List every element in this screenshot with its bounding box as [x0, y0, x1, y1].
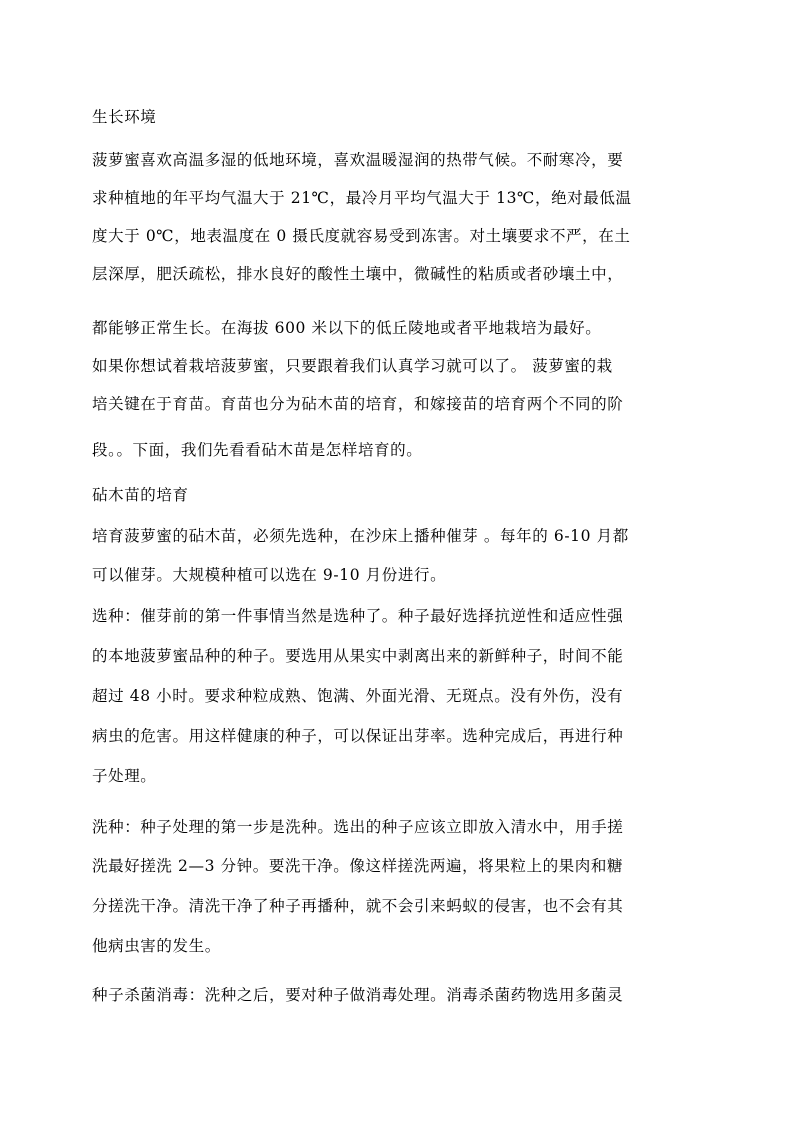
text-line: 培育菠萝蜜的砧木苗，必须先选种，在沙床上播种催芽 。每年的 6-10 月都	[92, 527, 629, 545]
text-line: 菠萝蜜喜欢高温多湿的低地环境，喜欢温暖湿润的热带气候。不耐寒冷，要	[92, 151, 624, 169]
text-line: 层深厚，肥沃疏松，排水良好的酸性土壤中，微碱性的粘质或者砂壤土中，	[92, 265, 624, 283]
text-line: 段。。下面，我们先看看砧木苗是怎样培育的。	[92, 441, 423, 459]
text-line: 的本地菠萝蜜品种的种子。要选用从果实中剥离出来的新鲜种子，时间不能	[92, 647, 624, 665]
text-line: 超过 48 小时。要求种粒成熟、饱满、外面光滑、无斑点。没有外伤，没有	[92, 687, 624, 705]
text-line: 种子杀菌消毒：洗种之后，要对种子做消毒处理。消毒杀菌药物选用多菌灵	[92, 986, 624, 1004]
text-line: 培关键在于育苗。育苗也分为砧木苗的培育，和嫁接苗的培育两个不同的阶	[92, 395, 624, 413]
text-line: 他病虫害的发生。	[92, 937, 221, 955]
text-line: 求种植地的年平均气温大于 21℃，最冷月平均气温大于 13℃，绝对最低温	[92, 189, 632, 207]
section-heading-growth-environment: 生长环境	[92, 108, 157, 126]
text-line: 如果你想试着栽培菠萝蜜，只要跟着我们认真学习就可以了。 菠萝蜜的栽	[92, 357, 613, 375]
section-heading-rootstock-seedling: 砧木苗的培育	[92, 486, 189, 504]
text-line: 病虫的危害。用这样健康的种子，可以保证出芽率。选种完成后，再进行种	[92, 727, 624, 745]
text-line: 选种：催芽前的第一件事情当然是选种了。种子最好选择抗逆性和适应性强	[92, 607, 624, 625]
text-line: 洗最好搓洗 2—3 分钟。要洗干净。像这样搓洗两遍，将果粒上的果肉和糖	[92, 857, 624, 875]
text-line: 分搓洗干净。清洗干净了种子再播种，就不会引来蚂蚁的侵害，也不会有其	[92, 897, 624, 915]
text-line: 可以催芽。大规模种植可以选在 9-10 月份进行。	[92, 566, 447, 584]
text-line: 洗种：种子处理的第一步是洗种。选出的种子应该立即放入清水中，用手搓	[92, 818, 624, 836]
text-line: 都能够正常生长。在海拔 600 米以下的低丘陵地或者平地栽培为最好。	[92, 319, 602, 337]
text-line: 度大于 0℃，地表温度在 0 摄氏度就容易受到冻害。对土壤要求不严，在土	[92, 227, 631, 245]
text-line: 子处理。	[92, 767, 157, 785]
